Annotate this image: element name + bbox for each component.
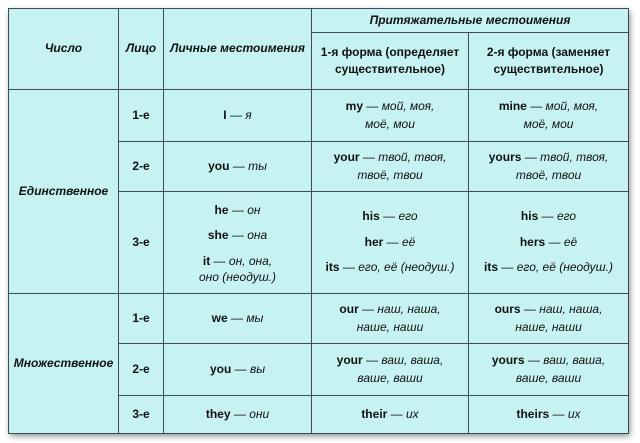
dash: — [521,150,541,165]
header-form2 [469,33,629,90]
pronoun-entry [167,227,308,244]
form1-en: his [362,209,380,224]
dash: — [229,158,249,173]
pronoun-ru: он [247,202,261,217]
pronoun-ru: она [247,228,268,243]
form2-en: yours [488,150,522,165]
dash: — [526,99,546,114]
form1-ru-line2: ваше, ваши [357,370,423,385]
form2-ru: её [563,234,578,249]
form2-en: its [484,260,499,275]
personal-cell [164,294,312,344]
pronoun-entry [167,253,308,285]
pronoun-table [8,8,629,434]
dash: — [545,234,564,249]
dash: — [549,406,568,421]
person-cell: 2-е [119,142,164,192]
dash: — [228,202,248,217]
dash: — [362,353,382,368]
dash: — [383,234,402,249]
form1-entry [315,234,465,251]
form2-cell [469,294,629,344]
form2-ru: его [556,209,577,224]
pronoun-ru-line1: он, она, [228,253,273,268]
dash: — [210,253,229,268]
personal-cell [164,396,312,434]
form2-en: ours [494,302,521,317]
dash: — [520,302,540,317]
person-cell: 1-е [119,90,164,142]
dash: — [538,209,557,224]
form1-en: my [345,99,364,114]
pronoun-en: he [214,202,229,217]
form1-en: your [333,150,360,165]
form1-en: our [339,302,359,317]
pronoun-ru: вы [249,361,266,376]
form1-cell [312,90,469,142]
form2-en: yours [491,353,525,368]
header-row [9,9,629,33]
header-form1-line1: 1-я форма (определяет [320,44,460,59]
header-number: Число [9,9,119,90]
pronoun-ru: я [245,107,252,122]
person-cell: 3-е [119,192,164,294]
form2-entry [472,259,625,276]
form2-ru: их [567,406,581,421]
personal-cell [164,344,312,396]
header-form1 [312,33,469,90]
dash: — [226,107,246,122]
pronoun-ru: мы [246,310,264,325]
header-form2-line1: 2-я форма (заменяет [486,44,611,59]
dash: — [227,310,247,325]
form2-en: mine [498,99,527,114]
form1-en: their [361,406,388,421]
form1-ru-line1: ваш, ваша, [381,353,444,368]
form2-en: his [520,209,539,224]
form2-ru-line1: наш, наша, [539,302,603,317]
header-possessive-pronouns: Притяжательные местоимения [312,9,629,33]
pronoun-en: she [207,228,229,243]
form1-ru-line1: мой, моя, [381,99,435,114]
form1-ru-line1: наш, наша, [377,302,441,317]
form2-cell [469,142,629,192]
dash: — [379,209,399,224]
form2-ru-line1: мой, моя, [545,99,599,114]
table-row-plural-1 [9,294,629,344]
form2-ru: его, её (неодуш.) [516,260,613,275]
pronoun-table-container [8,8,628,433]
form1-ru: её [402,234,416,249]
pronoun-en: I [223,107,227,122]
pronoun-en: we [211,310,228,325]
dash: — [230,406,250,421]
pronoun-ru-line2: оно (неодуш.) [198,269,277,284]
form1-entry [315,259,465,276]
form2-en: theirs [516,406,550,421]
form2-cell [469,396,629,434]
pronoun-en: you [209,361,232,376]
form1-ru: их [406,406,419,421]
form2-cell [469,192,629,294]
person-cell: 1-е [119,294,164,344]
form2-entry [472,234,625,251]
dash: — [339,260,359,275]
form1-en: its [325,260,340,275]
form2-ru-line2: ваше, ваши [515,370,582,385]
dash: — [359,150,379,165]
dash: — [358,302,378,317]
form2-ru-line1: ваш, ваша, [543,353,606,368]
header-form2-line2: существительное) [493,62,604,76]
form2-entry [472,208,625,225]
form1-cell [312,142,469,192]
header-person: Лицо [119,9,164,90]
form1-ru: его, её (неодуш.) [358,260,455,275]
dash: — [524,353,544,368]
form1-ru-line2: твоё, твои [357,167,423,182]
form1-cell [312,396,469,434]
person-cell: 3-е [119,396,164,434]
pronoun-en: it [202,253,211,268]
form2-ru-line2: моё, мои [523,116,574,131]
dash: — [498,260,517,275]
group-singular: Единственное [9,90,119,294]
pronoun-en: you [208,158,230,173]
form2-ru-line2: твоё, твои [515,167,582,182]
header-personal-pronouns: Личные местоимения [164,9,312,90]
form1-cell [312,294,469,344]
personal-cell [164,90,312,142]
form2-cell [469,90,629,142]
pronoun-en: they [205,406,231,421]
form1-ru-line2: моё, мои [365,116,415,131]
form2-ru-line2: наше, наши [515,319,582,334]
pronoun-ru: они [249,406,270,421]
group-plural: Множественное [9,294,119,434]
form1-cell [312,344,469,396]
form2-en: hers [519,234,546,249]
dash: — [363,99,382,114]
dash: — [387,406,406,421]
pronoun-ru: ты [248,158,267,173]
form1-ru: его [398,209,418,224]
form1-en: your [336,353,363,368]
form1-en: her [364,234,384,249]
form1-cell [312,192,469,294]
person-cell: 2-е [119,344,164,396]
personal-cell [164,192,312,294]
form2-ru-line1: твой, твоя, [540,150,609,165]
form1-ru-line2: наше, наши [356,319,424,334]
personal-cell [164,142,312,192]
form2-cell [469,344,629,396]
pronoun-entry [167,202,308,219]
form1-ru-line1: твой, твоя, [378,150,447,165]
dash: — [228,228,248,243]
dash: — [231,361,250,376]
table-row-singular-1 [9,90,629,142]
form1-entry [315,208,465,225]
header-form1-line2: существительное) [334,62,446,76]
